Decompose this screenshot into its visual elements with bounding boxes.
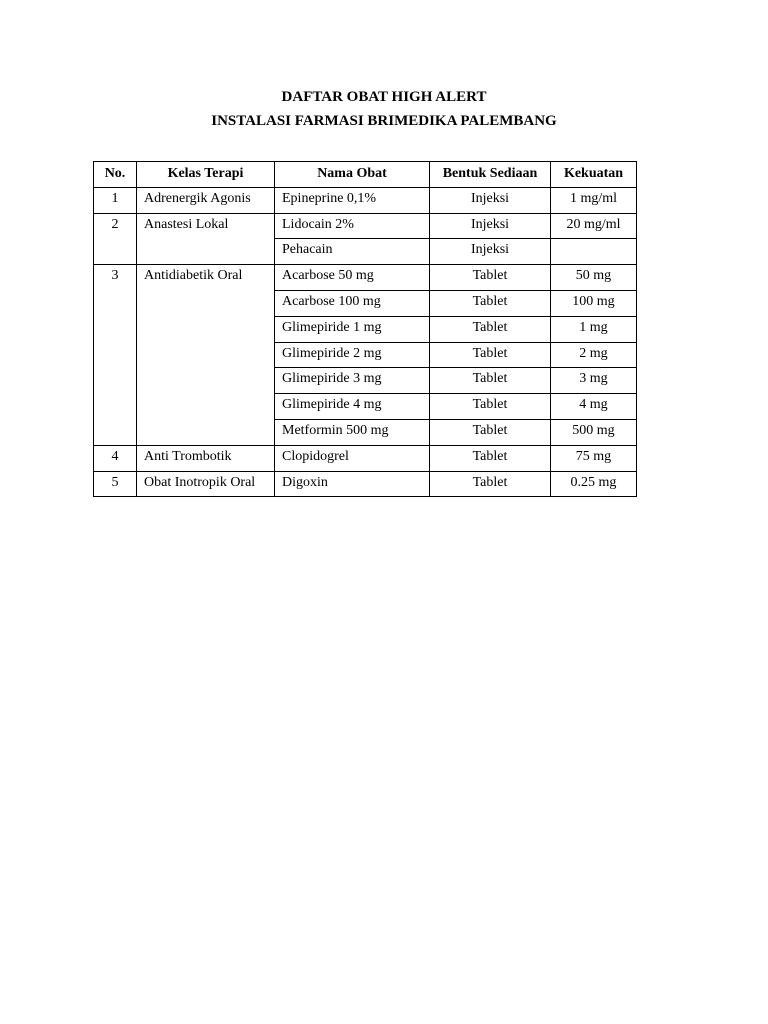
table-row	[94, 471, 637, 497]
high-alert-drug-table	[93, 161, 637, 497]
cell-kelas-terapi: Obat Inotropik Oral	[137, 471, 275, 497]
cell-bentuk-sediaan: Injeksi	[430, 213, 551, 239]
header-bentuk-sediaan: Bentuk Sediaan	[430, 162, 551, 188]
cell-bentuk-sediaan: Injeksi	[430, 187, 551, 213]
cell-nama-obat: Pehacain	[275, 239, 430, 265]
cell-bentuk-sediaan: Tablet	[430, 265, 551, 291]
cell-nama-obat: Glimepiride 4 mg	[275, 394, 430, 420]
cell-kelas-terapi: Anti Trombotik	[137, 445, 275, 471]
cell-kekuatan: 75 mg	[551, 445, 637, 471]
cell-kekuatan	[551, 239, 637, 265]
cell-nama-obat: Glimepiride 3 mg	[275, 368, 430, 394]
cell-bentuk-sediaan: Tablet	[430, 368, 551, 394]
table-row	[94, 265, 637, 291]
cell-kekuatan: 2 mg	[551, 342, 637, 368]
table-row	[94, 213, 637, 239]
cell-kelas-terapi: Anastesi Lokal	[137, 213, 275, 265]
cell-kekuatan: 20 mg/ml	[551, 213, 637, 239]
cell-kelas-terapi: Adrenergik Agonis	[137, 187, 275, 213]
cell-no: 4	[94, 445, 137, 471]
cell-nama-obat: Acarbose 50 mg	[275, 265, 430, 291]
header-nama-obat: Nama Obat	[275, 162, 430, 188]
cell-nama-obat: Digoxin	[275, 471, 430, 497]
cell-kekuatan: 0.25 mg	[551, 471, 637, 497]
header-kelas-terapi: Kelas Terapi	[137, 162, 275, 188]
cell-kekuatan: 1 mg	[551, 316, 637, 342]
cell-bentuk-sediaan: Tablet	[430, 290, 551, 316]
cell-kekuatan: 500 mg	[551, 419, 637, 445]
cell-no: 1	[94, 187, 137, 213]
cell-bentuk-sediaan: Tablet	[430, 342, 551, 368]
cell-kekuatan: 1 mg/ml	[551, 187, 637, 213]
cell-bentuk-sediaan: Tablet	[430, 394, 551, 420]
cell-kekuatan: 50 mg	[551, 265, 637, 291]
header-kekuatan: Kekuatan	[551, 162, 637, 188]
table-body	[94, 187, 637, 497]
cell-nama-obat: Glimepiride 2 mg	[275, 342, 430, 368]
cell-kelas-terapi: Antidiabetik Oral	[137, 265, 275, 446]
table-row	[94, 187, 637, 213]
cell-kekuatan: 100 mg	[551, 290, 637, 316]
cell-bentuk-sediaan: Tablet	[430, 471, 551, 497]
document-subtitle: INSTALASI FARMASI BRIMEDIKA PALEMBANG	[211, 113, 557, 129]
cell-nama-obat: Clopidogrel	[275, 445, 430, 471]
cell-nama-obat: Glimepiride 1 mg	[275, 316, 430, 342]
cell-no: 2	[94, 213, 137, 265]
document-title: DAFTAR OBAT HIGH ALERT	[281, 89, 487, 105]
table-header	[94, 162, 637, 188]
cell-bentuk-sediaan: Injeksi	[430, 239, 551, 265]
cell-bentuk-sediaan: Tablet	[430, 316, 551, 342]
cell-kekuatan: 4 mg	[551, 394, 637, 420]
cell-nama-obat: Acarbose 100 mg	[275, 290, 430, 316]
cell-bentuk-sediaan: Tablet	[430, 419, 551, 445]
cell-bentuk-sediaan: Tablet	[430, 445, 551, 471]
header-no: No.	[94, 162, 137, 188]
cell-no: 3	[94, 265, 137, 446]
header-row	[94, 162, 637, 188]
cell-nama-obat: Epineprine 0,1%	[275, 187, 430, 213]
table-row	[94, 445, 637, 471]
cell-nama-obat: Metformin 500 mg	[275, 419, 430, 445]
cell-kekuatan: 3 mg	[551, 368, 637, 394]
cell-nama-obat: Lidocain 2%	[275, 213, 430, 239]
cell-no: 5	[94, 471, 137, 497]
